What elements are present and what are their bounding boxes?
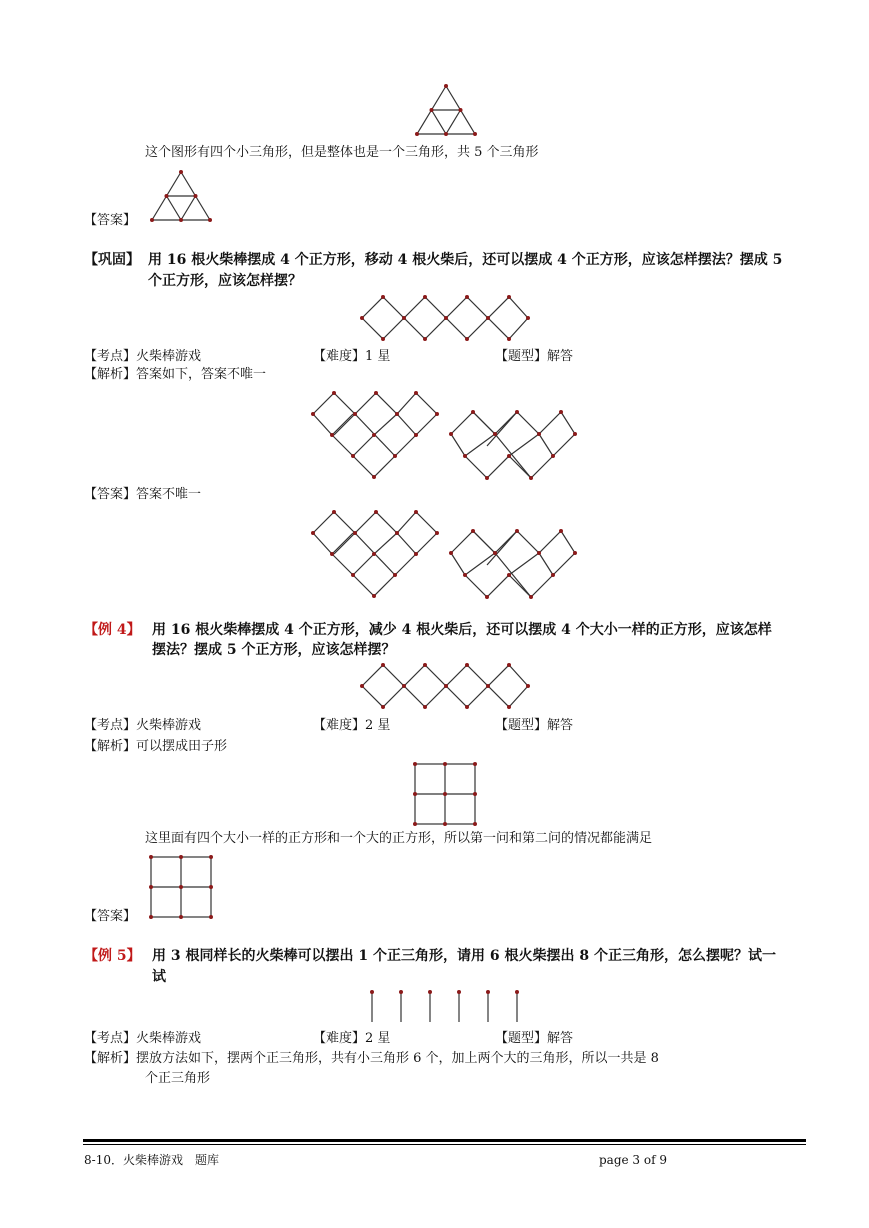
example5-jiexi-line2: 个正三角形 xyxy=(145,1071,211,1086)
example4-jiexi: 【解析】可以摆成田子形 xyxy=(84,739,228,754)
example4-explanation: 这里面有四个大小一样的正方形和一个大的正方形，所以第一问和第二问的情况都能满足 xyxy=(145,831,653,846)
v-shape-figure-answer xyxy=(313,512,437,596)
slanted-figure-answer xyxy=(451,529,575,597)
consolidate-jiexi: 【解析】答案如下，答案不唯一 xyxy=(84,367,267,382)
consolidate-question-line1: 用 16 根火柴棒摆成 4 个正方形，移动 4 根火柴后，还可以摆成 4 个正方形，应该怎样摆法？摆成 5 xyxy=(148,252,783,268)
example4-kaodian: 【考点】火柴棒游戏 xyxy=(84,718,202,733)
six-sticks-figure xyxy=(370,990,520,1024)
example4-tag: 【例 4】 xyxy=(84,622,141,638)
diamond-row-figure-1 xyxy=(362,297,528,341)
example5-kaodian: 【考点】火柴棒游戏 xyxy=(84,1031,202,1046)
example4-nandu: 【难度】2 星 xyxy=(313,718,391,733)
example5-question-line1: 用 3 根同样长的火柴棒可以摆出 1 个正三角形，请用 6 根火柴摆出 8 个正三角形，怎么摆呢？试一 xyxy=(152,948,776,964)
consolidate-answer: 【答案】答案不唯一 xyxy=(84,487,202,502)
consolidate-kaodian: 【考点】火柴棒游戏 xyxy=(84,349,202,364)
footer-rule-thick xyxy=(83,1139,806,1142)
top-explanation: 这个图形有四个小三角形，但是整体也是一个三角形，共 5 个三角形 xyxy=(145,145,539,160)
consolidate-tixing: 【题型】解答 xyxy=(495,349,574,364)
tian-grid-figure-analysis xyxy=(414,763,476,825)
footer-page-number: page 3 of 9 xyxy=(599,1153,667,1167)
example4-question-line2: 摆法？摆成 5 个正方形，应该怎样摆？ xyxy=(152,642,396,658)
tian-grid-figure-answer xyxy=(150,856,212,918)
slanted-figure-analysis xyxy=(451,410,575,478)
example5-nandu: 【难度】2 星 xyxy=(313,1031,391,1046)
consolidate-question-line2: 个正方形，应该怎样摆？ xyxy=(148,273,302,289)
example5-question-line2: 试 xyxy=(152,969,166,985)
example4-tixing: 【题型】解答 xyxy=(495,718,574,733)
top-answer-label: 【答案】 xyxy=(84,213,137,228)
footer-rule-thin xyxy=(83,1144,806,1145)
v-shape-figure-analysis xyxy=(313,393,437,477)
example4-answer-label: 【答案】 xyxy=(84,909,137,924)
example5-jiexi-line1: 【解析】摆放方法如下，摆两个正三角形，共有小三角形 6 个，加上两个大的三角形，所以一共是 8 xyxy=(84,1051,659,1066)
example5-tixing: 【题型】解答 xyxy=(495,1031,574,1046)
example5-tag: 【例 5】 xyxy=(84,948,141,964)
triangle-figure-top xyxy=(415,84,477,136)
footer-left: 8-10．火柴棒游戏 题库 xyxy=(84,1153,219,1167)
diamond-row-figure-2 xyxy=(362,665,528,709)
consolidate-nandu: 【难度】1 星 xyxy=(313,349,391,364)
triangle-figure-answer xyxy=(150,170,212,222)
example4-question-line1: 用 16 根火柴棒摆成 4 个正方形，减少 4 根火柴后，还可以摆成 4 个大小一样的正方形，应该怎样 xyxy=(152,622,772,638)
consolidate-tag: 【巩固】 xyxy=(84,252,140,268)
